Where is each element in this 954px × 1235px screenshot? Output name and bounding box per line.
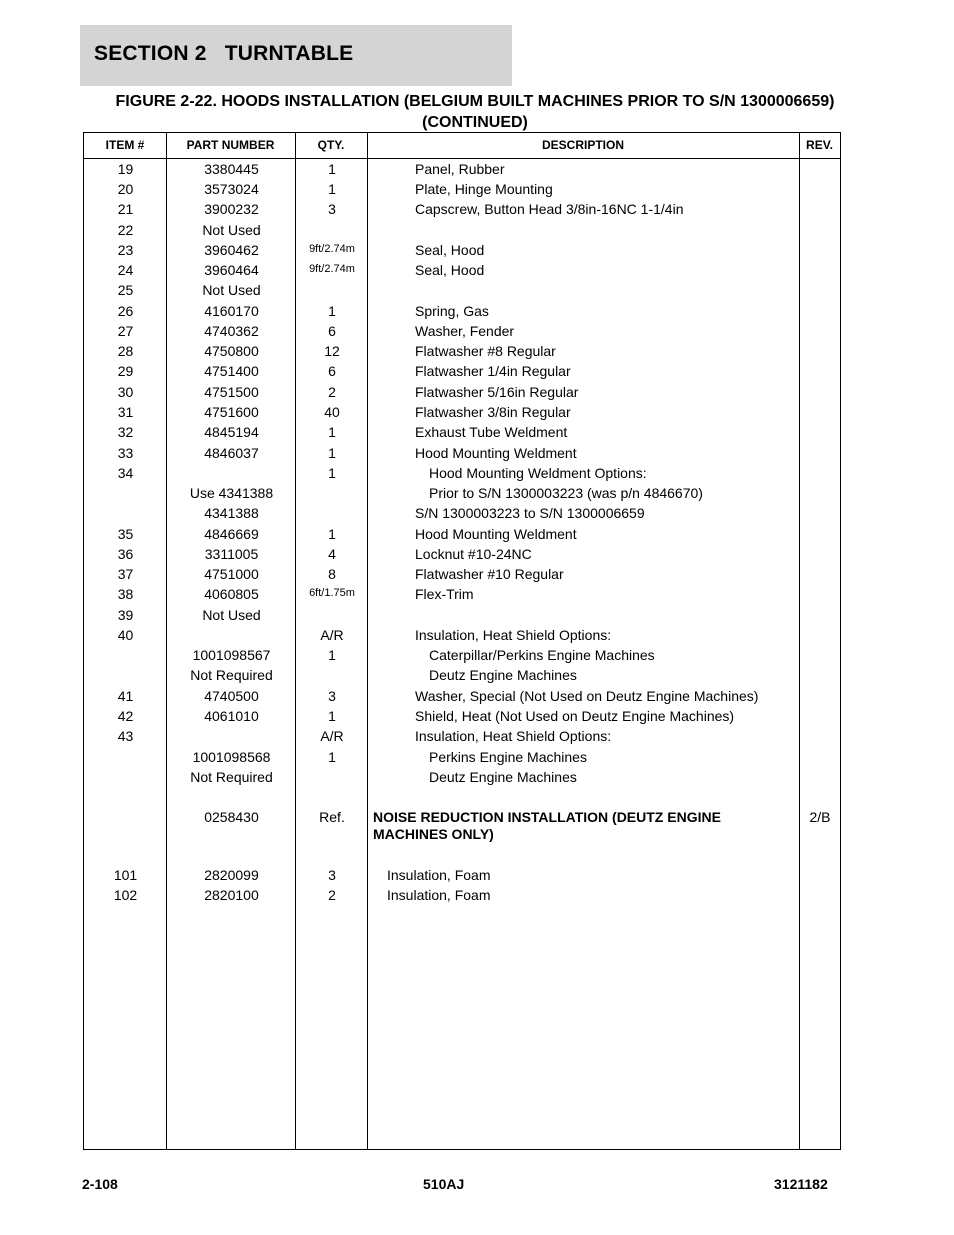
- description-cell: Insulation, Foam: [387, 887, 491, 903]
- part-number-cell: 3311005: [204, 546, 259, 562]
- quantity-cell: 4: [328, 546, 336, 562]
- description-cell: Locknut #10-24NC: [415, 546, 532, 562]
- item-number-cell: 42: [117, 708, 134, 724]
- header-item: ITEM #: [105, 138, 145, 152]
- quantity-cell: 1: [328, 181, 336, 197]
- item-number-cell: 32: [117, 424, 134, 440]
- description-cell: NOISE REDUCTION INSTALLATION (DEUTZ ENGINE MACHINES ONLY): [373, 809, 721, 842]
- item-number-cell: 34: [117, 465, 134, 481]
- part-number-cell: 4751400: [204, 363, 259, 379]
- table-row: [84, 526, 840, 546]
- table-row: [84, 201, 840, 221]
- item-number-cell: 20: [117, 181, 134, 197]
- part-number-cell: 4740362: [204, 323, 259, 339]
- table-row: [84, 424, 840, 444]
- description-cell: Flatwasher #8 Regular: [415, 343, 556, 359]
- part-number-cell: 4750800: [204, 343, 259, 359]
- table-row: [84, 222, 840, 242]
- item-number-cell: 37: [117, 566, 134, 582]
- table-row: [84, 242, 840, 262]
- model-number: 510AJ: [423, 1176, 465, 1192]
- part-number-cell: 4846669: [204, 526, 259, 542]
- table-row: [84, 708, 840, 728]
- item-number-cell: 33: [117, 445, 134, 461]
- table-row: [84, 667, 840, 687]
- quantity-cell: 1: [328, 445, 336, 461]
- description-cell: Exhaust Tube Weldment: [415, 424, 568, 440]
- figure-title: FIGURE 2-22. HOODS INSTALLATION (BELGIUM BUILT MACHINES PRIOR TO S/N 1300006659) (CONTINUED): [115, 93, 835, 131]
- table-row: [84, 887, 840, 907]
- part-number-cell: 3900232: [204, 201, 259, 217]
- quantity-cell: 1: [328, 749, 336, 765]
- description-cell: S/N 1300003223 to S/N 1300006659: [415, 505, 645, 521]
- part-number-cell: Not Required: [190, 667, 273, 683]
- quantity-cell: 3: [328, 201, 336, 217]
- item-number-cell: 23: [117, 242, 134, 258]
- part-number-cell: 4160170: [204, 303, 259, 319]
- quantity-cell: 9ft/2.74m: [309, 263, 355, 275]
- description-cell: Capscrew, Button Head 3/8in-16NC 1-1/4in: [415, 201, 684, 217]
- item-number-cell: 36: [117, 546, 134, 562]
- item-number-cell: 19: [117, 161, 134, 177]
- description-cell: Washer, Special (Not Used on Deutz Engine Machines): [415, 688, 759, 704]
- part-number-cell: Use 4341388: [189, 485, 274, 501]
- part-number-cell: 3960464: [204, 262, 259, 278]
- part-number-cell: Not Required: [190, 769, 273, 785]
- item-number-cell: 24: [117, 262, 134, 278]
- description-cell: Shield, Heat (Not Used on Deutz Engine Machines): [415, 708, 735, 724]
- part-number-cell: 4341388: [204, 505, 259, 521]
- quantity-cell: 6: [328, 363, 336, 379]
- section-title: SECTION 2 TURNTABLE: [94, 42, 354, 65]
- part-number-cell: 2820099: [204, 867, 259, 883]
- part-number-cell: 1001098567: [192, 647, 271, 663]
- item-number-cell: 38: [117, 586, 134, 602]
- table-row: [84, 485, 840, 505]
- quantity-cell: 8: [328, 566, 336, 582]
- description-cell: Insulation, Heat Shield Options:: [415, 728, 612, 744]
- part-number-cell: Not Used: [202, 222, 261, 238]
- item-number-cell: 26: [117, 303, 134, 319]
- table-row: [84, 282, 840, 302]
- description-cell: Insulation, Foam: [387, 867, 491, 883]
- description-cell: Spring, Gas: [415, 303, 489, 319]
- part-number-cell: Not Used: [202, 282, 261, 298]
- part-number-cell: 4740500: [204, 688, 259, 704]
- description-cell: Hood Mounting Weldment: [415, 526, 577, 542]
- item-number-cell: 21: [117, 201, 134, 217]
- quantity-cell: 1: [328, 161, 336, 177]
- item-number-cell: 41: [117, 688, 134, 704]
- header-part-number: PART NUMBER: [186, 138, 275, 152]
- description-cell: Flatwasher 3/8in Regular: [415, 404, 571, 420]
- description-cell: Deutz Engine Machines: [429, 769, 577, 785]
- table-row: [84, 627, 840, 647]
- description-cell: Perkins Engine Machines: [429, 749, 587, 765]
- part-number-cell: 4061010: [204, 708, 259, 724]
- revision-cell: 2/B: [809, 809, 831, 825]
- description-cell: Seal, Hood: [415, 242, 485, 258]
- item-number-cell: 101: [113, 867, 138, 883]
- part-number-cell: 2820100: [204, 887, 259, 903]
- item-number-cell: 22: [117, 222, 134, 238]
- description-cell: Washer, Fender: [415, 323, 515, 339]
- table-row: [84, 647, 840, 667]
- part-number-cell: 4751000: [204, 566, 259, 582]
- quantity-cell: Ref.: [319, 809, 345, 825]
- part-number-cell: 1001098568: [192, 749, 271, 765]
- item-number-cell: 31: [117, 404, 134, 420]
- description-cell: Plate, Hinge Mounting: [415, 181, 553, 197]
- description-cell: Flatwasher 1/4in Regular: [415, 363, 571, 379]
- part-number-cell: 3380445: [204, 161, 259, 177]
- description-cell: Caterpillar/Perkins Engine Machines: [429, 647, 655, 663]
- quantity-cell: 1: [328, 708, 336, 724]
- description-cell: Panel, Rubber: [415, 161, 505, 177]
- table-row: [84, 769, 840, 789]
- part-number-cell: Not Used: [202, 607, 261, 623]
- table-row: [84, 809, 840, 842]
- section-banner: [80, 25, 512, 86]
- header-qty: QTY.: [317, 138, 345, 152]
- document-number: 3121182: [774, 1176, 828, 1192]
- quantity-cell: 6ft/1.75m: [309, 587, 355, 599]
- item-number-cell: 102: [113, 887, 138, 903]
- table-row: [84, 404, 840, 424]
- description-cell: Flex-Trim: [415, 586, 474, 602]
- part-number-cell: 4751600: [204, 404, 259, 420]
- quantity-cell: 1: [328, 424, 336, 440]
- table-row: [84, 566, 840, 586]
- table-row: [84, 546, 840, 566]
- quantity-cell: 2: [328, 887, 336, 903]
- header-rev: REV.: [806, 138, 833, 152]
- table-row: [84, 384, 840, 404]
- quantity-cell: 1: [328, 526, 336, 542]
- quantity-cell: 1: [328, 303, 336, 319]
- table-row: [84, 323, 840, 343]
- table-row: [84, 505, 840, 525]
- table-row: [84, 586, 840, 606]
- part-number-cell: 3573024: [204, 181, 259, 197]
- part-number-cell: 4845194: [204, 424, 259, 440]
- description-cell: Hood Mounting Weldment: [415, 445, 577, 461]
- item-number-cell: 35: [117, 526, 134, 542]
- header-description: DESCRIPTION: [541, 138, 624, 152]
- part-number-cell: 4060805: [204, 586, 259, 602]
- description-cell: Hood Mounting Weldment Options:: [429, 465, 647, 481]
- page-number: 2-108: [82, 1176, 118, 1192]
- quantity-cell: 3: [328, 688, 336, 704]
- description-cell: Flatwasher #10 Regular: [415, 566, 564, 582]
- table-row: [84, 161, 840, 181]
- table-row: [84, 363, 840, 383]
- part-number-cell: 3960462: [204, 242, 259, 258]
- quantity-cell: 40: [324, 404, 340, 420]
- item-number-cell: 25: [117, 282, 134, 298]
- item-number-cell: 27: [117, 323, 134, 339]
- part-number-cell: 4751500: [204, 384, 259, 400]
- item-number-cell: 29: [117, 363, 134, 379]
- quantity-cell: 9ft/2.74m: [309, 243, 355, 255]
- description-cell: Insulation, Heat Shield Options:: [415, 627, 612, 643]
- quantity-cell: 2: [328, 384, 336, 400]
- part-number-cell: 0258430: [204, 809, 259, 825]
- description-cell: Deutz Engine Machines: [429, 667, 577, 683]
- item-number-cell: 43: [117, 728, 134, 744]
- quantity-cell: 1: [328, 647, 336, 663]
- part-number-cell: 4846037: [204, 445, 259, 461]
- item-number-cell: 30: [117, 384, 134, 400]
- table-row: [84, 749, 840, 769]
- header-divider: [84, 158, 840, 159]
- table-row: [84, 303, 840, 323]
- table-row: [84, 728, 840, 748]
- quantity-cell: 3: [328, 867, 336, 883]
- table-row: [84, 181, 840, 201]
- item-number-cell: 39: [117, 607, 134, 623]
- table-row: [84, 343, 840, 363]
- quantity-cell: A/R: [320, 728, 344, 744]
- table-row: [84, 867, 840, 887]
- quantity-cell: A/R: [320, 627, 344, 643]
- quantity-cell: 12: [324, 343, 340, 359]
- quantity-cell: 1: [328, 465, 336, 481]
- quantity-cell: 6: [328, 323, 336, 339]
- table-row: [84, 607, 840, 627]
- parts-table: [83, 132, 841, 1150]
- table-row: [84, 445, 840, 465]
- item-number-cell: 40: [117, 627, 134, 643]
- item-number-cell: 28: [117, 343, 134, 359]
- description-cell: Prior to S/N 1300003223 (was p/n 4846670): [429, 485, 703, 501]
- table-row: [84, 465, 840, 485]
- table-row: [84, 688, 840, 708]
- description-cell: Flatwasher 5/16in Regular: [415, 384, 579, 400]
- description-cell: Seal, Hood: [415, 262, 485, 278]
- table-row: [84, 262, 840, 282]
